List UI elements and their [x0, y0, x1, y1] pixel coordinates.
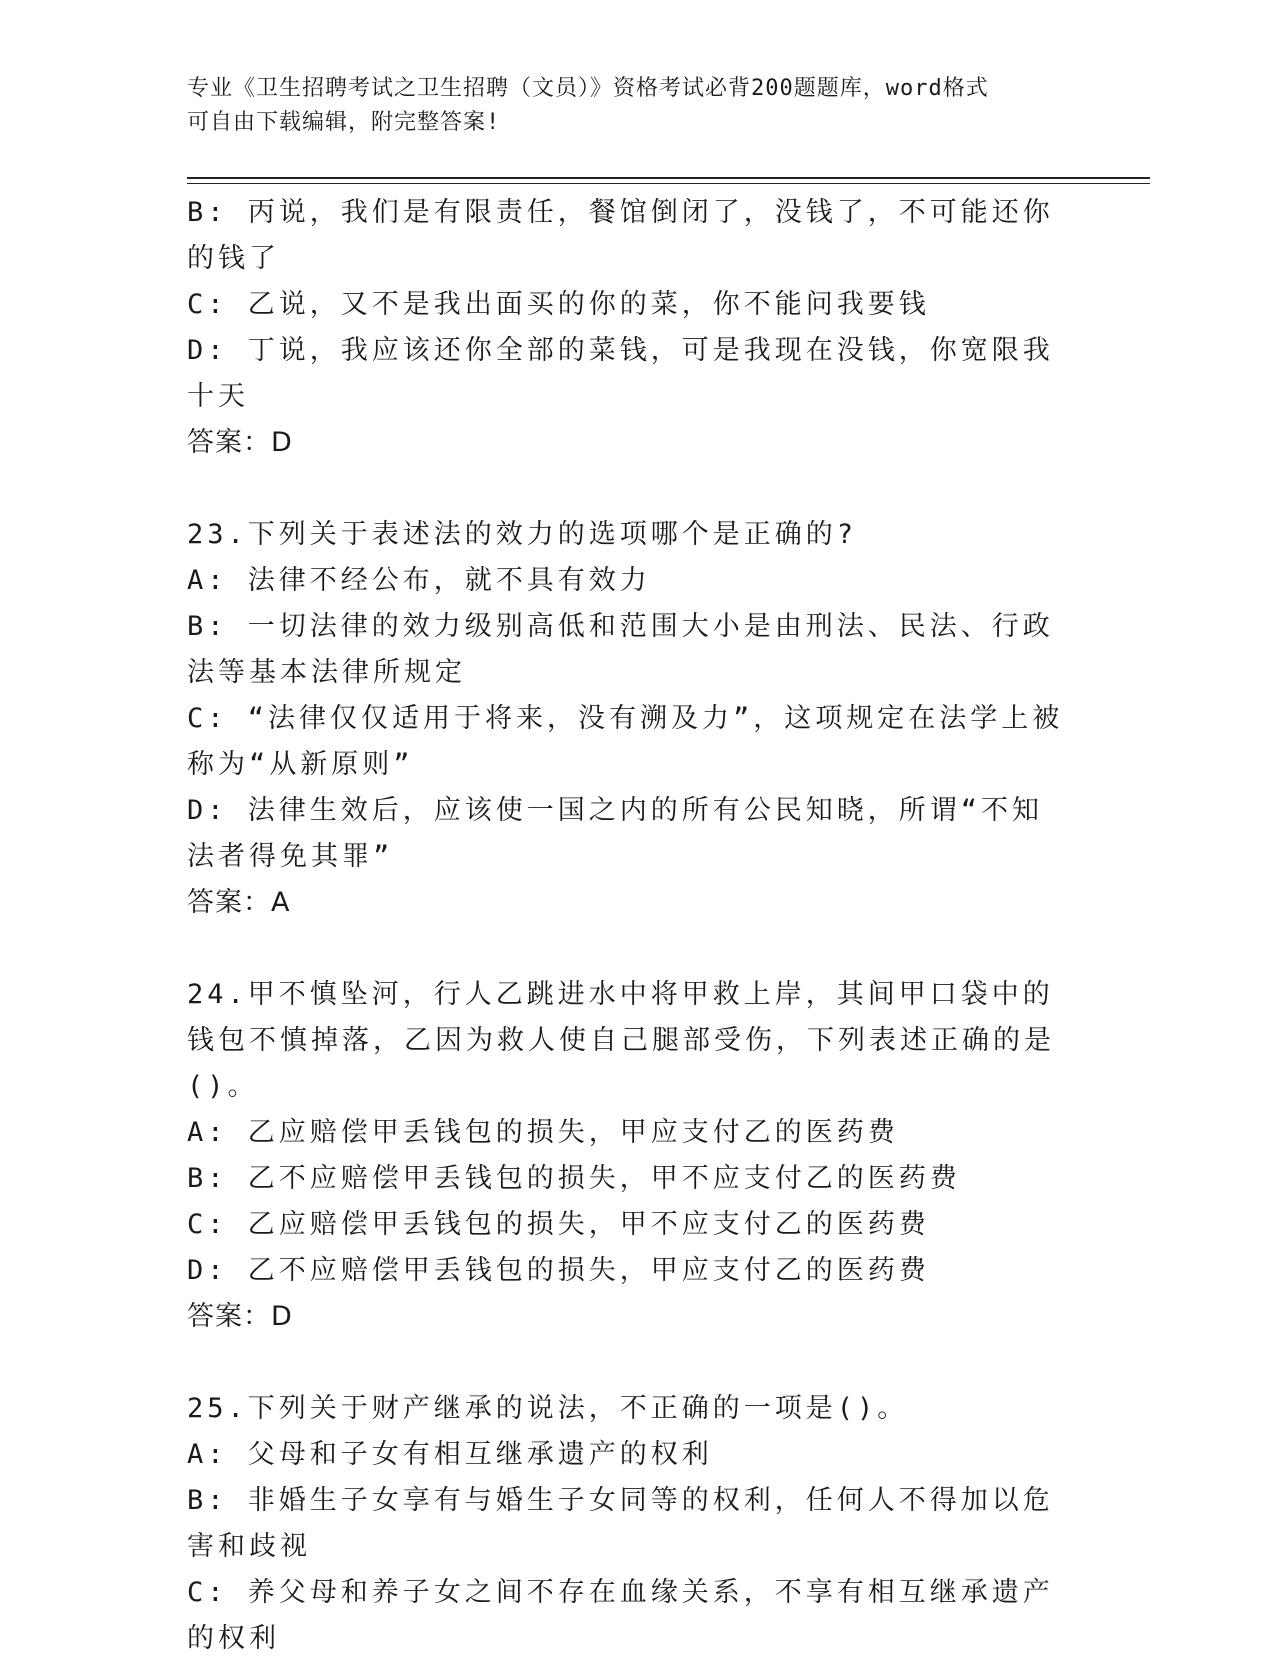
option-c: C: 养父母和养子女之间不存在血缘关系，不享有相互继承遗产的权利: [187, 1577, 1054, 1654]
option-a: A: 乙应赔偿甲丢钱包的损失，甲应支付乙的医药费: [187, 1117, 899, 1148]
question-23: [187, 512, 1067, 926]
question-25: [187, 1386, 1067, 1662]
option-c: C: “法律仅仅适用于将来，没有溯及力”，这项规定在法学上被称为“从新原则”: [187, 703, 1064, 780]
option-c: C: 乙应赔偿甲丢钱包的损失，甲不应支付乙的医药费: [187, 1209, 930, 1240]
header-divider-thick: [187, 177, 1150, 179]
answer-line: 答案：D: [187, 1301, 293, 1332]
question-stem: 25.下列关于财产继承的说法，不正确的一项是()。: [187, 1393, 909, 1424]
header-title-line2: 可自由下载编辑，附完整答案!: [187, 110, 501, 135]
question-stem: 23.下列关于表述法的效力的选项哪个是正确的?: [187, 519, 858, 550]
spacer: [187, 926, 1067, 972]
header-divider-thin: [187, 183, 1150, 184]
option-b: B: 一切法律的效力级别高低和范围大小是由刑法、民法、行政法等基本法律所规定: [187, 611, 1054, 688]
spacer: [187, 466, 1067, 512]
question-list: [187, 190, 1067, 1662]
option-b: B: 丙说，我们是有限责任，餐馆倒闭了，没钱了，不可能还你的钱了: [187, 197, 1054, 274]
document-header: [187, 72, 1067, 140]
answer-line: 答案：D: [187, 427, 293, 458]
spacer: [187, 1340, 1067, 1386]
option-c: C: 乙说，又不是我出面买的你的菜，你不能问我要钱: [187, 289, 930, 320]
question-24: [187, 972, 1067, 1340]
option-b: B: 乙不应赔偿甲丢钱包的损失，甲不应支付乙的医药费: [187, 1163, 961, 1194]
question-22: [187, 190, 1067, 466]
option-b: B: 非婚生子女享有与婚生子女同等的权利，任何人不得加以危害和歧视: [187, 1485, 1054, 1562]
header-title-line1: 专业《卫生招聘考试之卫生招聘（文员）》资格考试必背200题题库，word格式: [187, 76, 989, 101]
option-d: D: 法律生效后，应该使一国之内的所有公民知晓，所谓“不知法者得免其罪”: [187, 795, 1044, 872]
answer-line: 答案：A: [187, 887, 291, 918]
option-a: A: 法律不经公布，就不具有效力: [187, 565, 651, 596]
option-a: A: 父母和子女有相互继承遗产的权利: [187, 1439, 713, 1470]
question-stem: 24.甲不慎坠河，行人乙跳进水中将甲救上岸，其间甲口袋中的钱包不慎掉落，乙因为救人使自己腿部受伤，下列表述正确的是()。: [187, 979, 1055, 1102]
option-d: D: 乙不应赔偿甲丢钱包的损失，甲应支付乙的医药费: [187, 1255, 930, 1286]
option-d: D: 丁说，我应该还你全部的菜钱，可是我现在没钱，你宽限我十天: [187, 335, 1054, 412]
